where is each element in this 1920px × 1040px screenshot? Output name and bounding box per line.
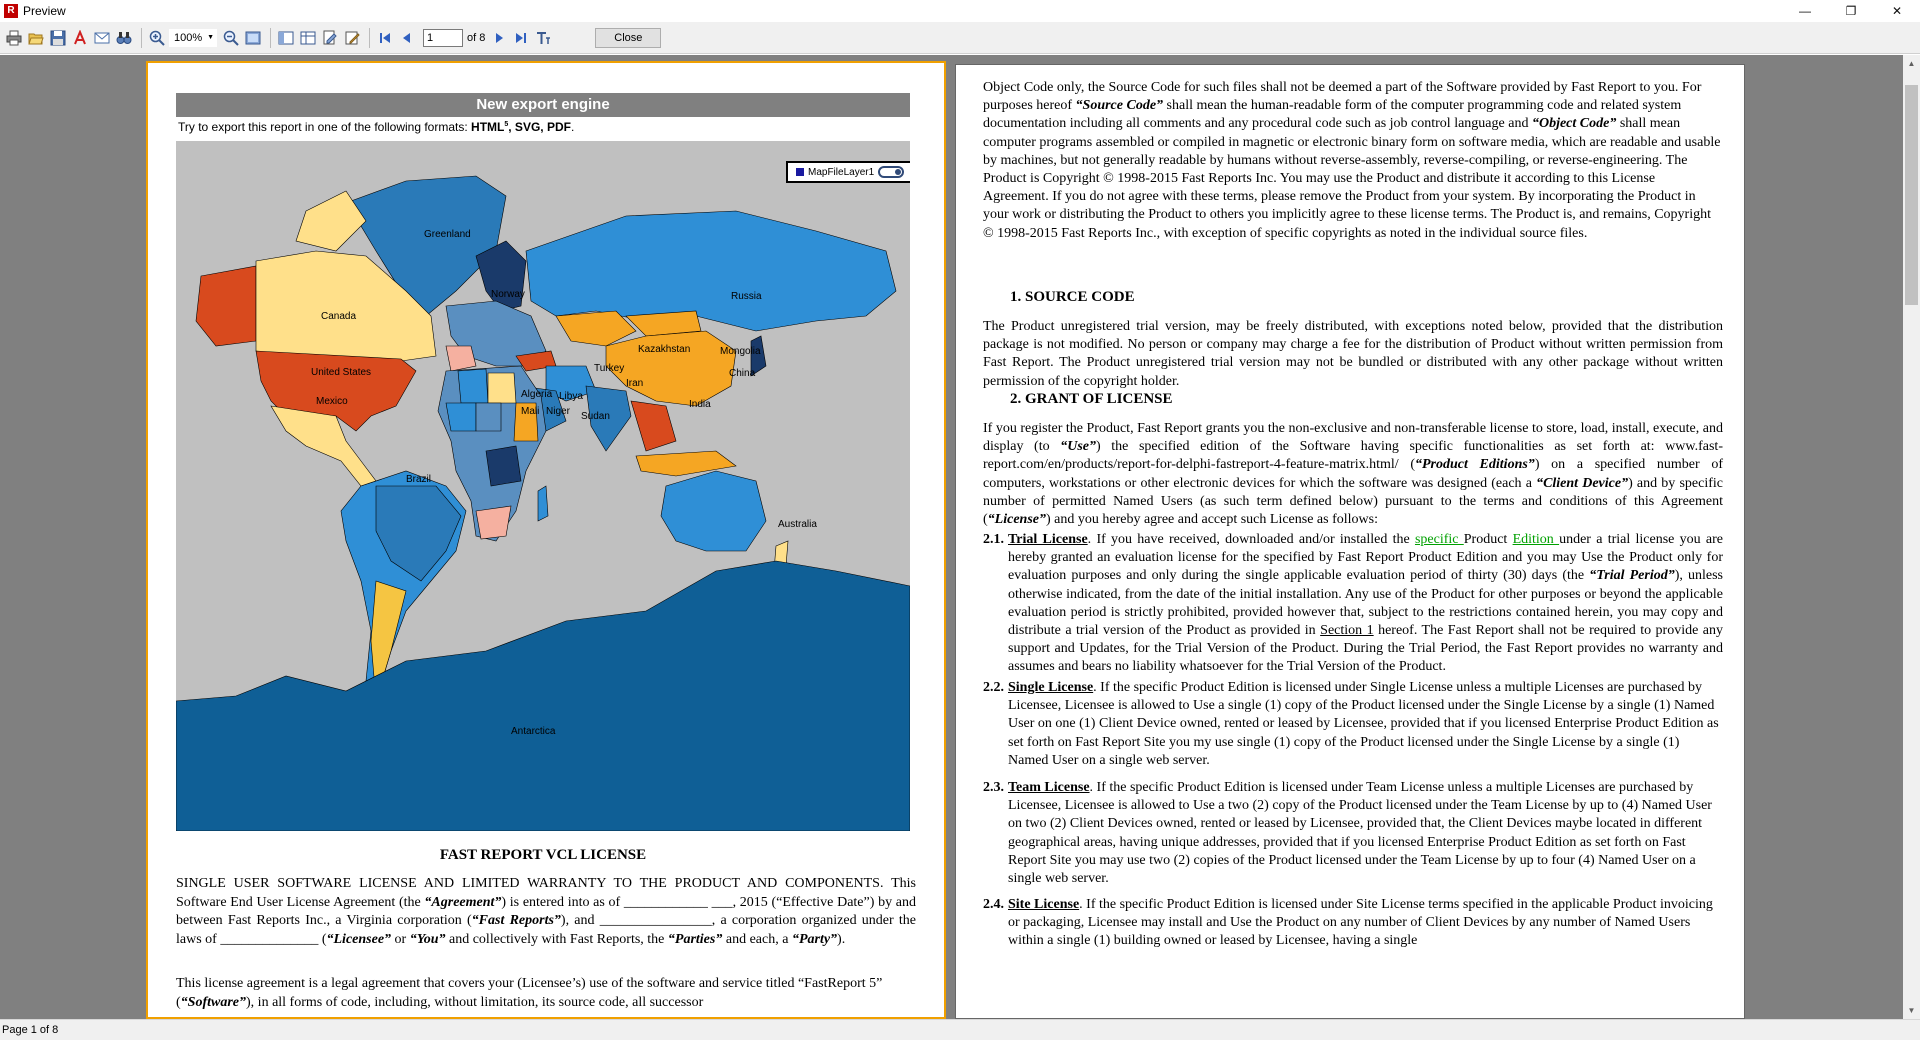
print-button[interactable] (4, 28, 23, 47)
license-title: FAST REPORT VCL LICENSE (439, 847, 647, 863)
export-pdf-button[interactable] (70, 28, 89, 47)
close-window-button[interactable]: ✕ (1891, 4, 1903, 18)
format-html: HTML (471, 120, 505, 134)
zoom-in-icon (149, 30, 165, 46)
map-label-norway: Norway (491, 289, 525, 300)
map-label-niger: Niger (546, 406, 570, 417)
grant-paragraph (983, 420, 1723, 529)
text-run: and collectively with Fast Reports, the (445, 931, 668, 947)
map-label-canada: Canada (321, 311, 357, 322)
preview-area[interactable] (0, 55, 1903, 1019)
page-count-label: of 8 (467, 31, 486, 44)
map-label-united-states: United States (311, 367, 372, 378)
map-label-iran: Iran (626, 378, 644, 389)
toolbar-separator (141, 28, 142, 48)
text-run: “Source Code” (1075, 98, 1164, 114)
zoom-in-button[interactable] (147, 28, 166, 47)
page-settings-icon (322, 30, 338, 46)
binoculars-icon (116, 30, 132, 46)
text-cursor-icon (535, 30, 551, 46)
report-page-2[interactable] (955, 64, 1745, 1019)
prev-page-icon (399, 30, 415, 46)
zoom-value: 100% (174, 31, 203, 44)
text-run: “Trial Period” (1589, 568, 1675, 584)
scroll-up-icon[interactable]: ▲ (1907, 59, 1916, 68)
map-label-kazakhstan: Kazakhstan (638, 344, 691, 355)
map-label-algeria: Algeria (521, 389, 553, 400)
map-region-australia (661, 471, 766, 551)
map-region-niger (476, 403, 501, 431)
find-button[interactable] (114, 28, 133, 47)
text-run: . If the specific Product Edition is licensed under Team License unless a multiple Licenses are purchased by Licensee, Licensee is allowed to Use a two (2) copy of the Product licensed under the Team License by up to (4) Named User on two (2) Client Devices owned, rented or leased by Licensee, provided that, the Client Devices maybe located in different geographical areas, having unique addresses, provided that if you licensed Enterprise Product Edition as set forth on Fast Report Site you may use two (2) copies of the Product licensed under the Team License by up to four (4) Named User on a single web server. (1008, 780, 1712, 887)
map-label-china: China (729, 368, 756, 379)
text-run: If you register the Product, Fast Report grants you the non-exclusive and non-transferable license to store, load, install, execute, and display (to (983, 421, 1723, 455)
folder-open-icon (28, 30, 44, 46)
minimize-button[interactable]: — (1799, 4, 1811, 18)
close-button[interactable]: Close (595, 28, 661, 48)
legend-swatch (796, 168, 804, 176)
maximize-button[interactable]: ❐ (1845, 4, 1857, 18)
text-run: and each, a (722, 931, 792, 947)
save-disk-icon (50, 30, 66, 46)
page-banner: New export engine (176, 93, 910, 117)
prev-page-button[interactable] (397, 28, 416, 47)
zoom-select[interactable] (169, 29, 217, 47)
text-run: This license agreement is a legal agreement that covers your (Licensee’s) use of the software and service titled “FastReport 5” ( (176, 976, 883, 1010)
last-page-icon (513, 30, 529, 46)
open-button[interactable] (26, 28, 45, 47)
scroll-down-icon[interactable]: ▼ (1907, 1006, 1916, 1015)
text-run: ), and ________________, a corporation organized under the laws of ______________ ( (176, 913, 917, 947)
first-page-button[interactable] (375, 28, 394, 47)
text-run: “Client Device” (1536, 475, 1629, 491)
window-title: Preview (23, 4, 66, 18)
printer-icon (6, 30, 22, 46)
email-button[interactable] (92, 28, 111, 47)
vertical-scrollbar[interactable] (1903, 55, 1920, 1019)
map-region-antarctica (176, 561, 910, 831)
link-edition[interactable]: Edition (1512, 532, 1560, 547)
section-reference: Section 1 (1320, 623, 1374, 639)
window-controls (1782, 0, 1920, 22)
text-run: SINGLE USER SOFTWARE LICENSE AND LIMITED WARRANTY TO THE PRODUCT AND COMPONENTS. This Software End User License Agreement (the (176, 876, 916, 910)
map-label-greenland: Greenland (424, 229, 471, 240)
map-label-india: India (689, 399, 711, 410)
thumbnails-button[interactable] (298, 28, 317, 47)
clause-number: 2.1. (983, 532, 1004, 547)
map-region-south-africa (476, 506, 511, 539)
edit-pencil-icon (344, 30, 360, 46)
text-run: Object Code only, the Source Code for such files shall not be deemed a part of the Software provided by Fast Report to you. For purposes hereof (983, 80, 1702, 114)
text-run: ). (837, 931, 846, 947)
license-paragraph-2 (176, 975, 916, 1012)
text-run: ) and by specific number of permitted Named Users (as such term defined below) pursuant to the terms and conditions of this Agreement ( (983, 475, 1723, 528)
source-code-paragraph: The Product unregistered trial version, may be freely distributed, with exceptions noted below, provided that the distribution package is not modified. No person or company may charge a fee for the distribution of Product without written permission from Fast Report. The Product unregistered trial version may not be bundled or distributed with any other package without written permission of the copyright holder. (983, 319, 1723, 389)
clause-site-license (983, 896, 1723, 951)
text-run: Product (1463, 532, 1513, 547)
map-label-antarctica: Antarctica (511, 726, 556, 737)
text-run: “Parties” (667, 931, 723, 947)
next-page-icon (491, 30, 507, 46)
chevron-down-icon: ▼ (207, 33, 214, 41)
text-run: shall mean computer programs assembled or compiled in magnetic or electronic binary form on software media, which are readable and usable by machines, but not generally readable by humans without reverse-assembly, reverse-compiling, or reverse-engineering. The Product is Copyright © 1998-2015 Fast Reports Inc. You may use the Product and distribute it according to this License Agreement. If you do not agree with these terms, please remove the Product from your system. By incorporating the Product in your work or distributing the Product to others you implicitly agree to these license terms. The Product is, and remains, Copyright © 1998-2015 Fast Reports Inc., with exception of specific copyrights as noted in the individual source files. (983, 116, 1721, 241)
map-label-sudan: Sudan (581, 411, 610, 422)
subtitle-end: . (570, 120, 575, 134)
clause-title: Single License (1008, 680, 1094, 695)
edit-page-button[interactable] (342, 28, 361, 47)
subtitle-prefix: Try to export this report in one of the following formats: (178, 120, 472, 134)
legend-label: MapFileLayer1 (808, 166, 875, 178)
text-run: or (391, 931, 410, 947)
page-number-input[interactable] (423, 29, 463, 47)
export-formats-text (178, 120, 574, 134)
map-legend[interactable] (786, 161, 910, 183)
text-run: “Use” (1060, 439, 1096, 455)
clause-title: Team License (1008, 780, 1090, 795)
status-bar (0, 1019, 1920, 1040)
page-settings-button[interactable] (320, 28, 339, 47)
map-region-alaska (196, 266, 256, 346)
thumbnails-icon (300, 30, 316, 46)
format-rest: , SVG, PDF (508, 120, 571, 134)
section-heading-source-code: 1. SOURCE CODE (1010, 289, 1135, 305)
text-run: ) the specified edition of the Software having specific functionalities as set forth at: www.fast-report.com/en/products/report-for-delphi-fastreport-4-feature-matrix.html/ ( (983, 439, 1723, 473)
toolbar-separator (270, 28, 271, 48)
map-label-mexico: Mexico (316, 396, 348, 407)
clause-team-license (983, 779, 1723, 888)
scrollbar-thumb[interactable] (1905, 85, 1918, 305)
text-run: “You” (409, 931, 446, 947)
outline-button[interactable] (276, 28, 295, 47)
clause-trial-license (983, 531, 1723, 677)
text-run: “Licensee” (326, 931, 392, 947)
report-page-1[interactable] (146, 61, 946, 1019)
map-region-southeast-asia (631, 401, 676, 451)
text-tool-button[interactable] (533, 28, 552, 47)
full-screen-icon (245, 30, 261, 46)
clause-title: Site License (1008, 897, 1080, 912)
clause-title: Trial License (1008, 532, 1088, 547)
text-run: “Software” (180, 994, 247, 1010)
text-run: ), unless otherwise indicated, from the date of the initial installation. Any use of the Product for other purposes or beyond the applicable evaluation period is strictly prohibited, provided however that, subject to the restrictions contained herein, you may copy and distribute a trial version of the Product as provided in (1008, 568, 1723, 639)
map-label-russia: Russia (731, 291, 762, 302)
clause-number: 2.2. (983, 680, 1004, 695)
text-run: “License” (987, 512, 1046, 528)
title-bar (0, 0, 1920, 22)
text-run: . If you have received, downloaded and/or installed the (1087, 532, 1415, 547)
world-map[interactable] (176, 141, 910, 831)
section-heading-grant: 2. GRANT OF LICENSE (1010, 391, 1173, 407)
text-run: ) and you hereby agree and accept such License as follows: (1046, 512, 1378, 528)
pdf-icon (72, 30, 88, 46)
toolbar-separator (369, 28, 370, 48)
next-page-button[interactable] (489, 28, 508, 47)
map-label-mali: Mali (521, 406, 540, 417)
zoom-out-button[interactable] (221, 28, 240, 47)
text-run: “Product Editions” (1415, 457, 1535, 473)
license-paragraph-1 (176, 875, 916, 949)
full-screen-button[interactable] (243, 28, 262, 47)
map-region-mali (446, 403, 476, 431)
last-page-button[interactable] (511, 28, 530, 47)
text-run: ) on a specified number of computers, workstations or other electronic devices for which the software was designed (each a (983, 457, 1723, 491)
map-label-australia: Australia (778, 519, 817, 530)
text-run: under a trial license you are hereby granted an evaluation license for the specified by Fast Report Product Edition and you may Use the Product only for evaluation purposes and only during the single applicable evaluation period of thirty (30) days (the (1008, 532, 1723, 584)
text-run: . If the specific Product Edition is licensed under Single License unless a multiple Licenses are purchased by Licensee, Licensee is allowed to Use a single (1) copy of the Product licensed under the Single License by a single (1) Named User on one (1) Client Device owned, rented or leased by Licensee, provided that if you licensed Enterprise Product Edition as set forth on Fast Report Site you my use single (1) copy of the Product licensed under the Single License by a single (1) Named User on a single web server. (1008, 680, 1719, 768)
text-run: . If the specific Product Edition is licensed under Site License terms specified in the applicable Product invoicing or packaging, Licensee may install and Use the Product on any number of Client Devices by any number of Named Users within a single (1) building owned or leased by Licensee, having a single (1008, 897, 1713, 949)
envelope-icon (94, 30, 110, 46)
app-icon: R (4, 4, 18, 18)
link-specific[interactable]: specific (1414, 532, 1464, 547)
text-run: ), in all forms of code, including, without limitation, its source code, all successor (246, 994, 704, 1010)
clause-number: 2.4. (983, 897, 1004, 912)
text-run: “Agreement” (424, 894, 502, 910)
text-run: “Party” (791, 931, 838, 947)
first-page-icon (377, 30, 393, 46)
map-region-russia (526, 211, 896, 331)
clause-number: 2.3. (983, 780, 1004, 795)
text-run: ) is entered into as of ____________ ___, 2015 (“Effective Date”) by and between Fast Reports Inc., a Virginia corporation ( (176, 894, 916, 928)
text-run: shall mean the human-readable form of the computer programming code and related system documentation including all comments and any procedural code such as job control language and (983, 98, 1682, 132)
text-run: “Fast Reports” (471, 913, 561, 928)
map-region-algeria (458, 369, 488, 403)
map-label-libya: Libya (559, 391, 583, 402)
map-label-turkey: Turkey (594, 363, 625, 374)
toolbar (0, 22, 1920, 54)
map-region-madagascar (538, 486, 548, 521)
text-run: hereof. The Fast Report shall not be required to provide any support and Updates, for the Trial Version of the Product. During the Trial Period, the Fast Report provides no warranty and assumes and bears no liability whatsoever for the Trial Version of the Product. (1008, 623, 1724, 675)
zoom-out-icon (223, 30, 239, 46)
map-region-libya (488, 373, 516, 403)
legend-toggle[interactable] (878, 166, 904, 178)
map-label-brazil: Brazil (406, 474, 432, 485)
status-page-text: Page 1 of 8 (2, 1024, 59, 1036)
map-label-mongolia: Mongolia (720, 346, 761, 357)
intro-paragraph (983, 79, 1723, 243)
clause-single-license (983, 679, 1723, 770)
map-region-iberia (446, 346, 476, 371)
format-html-sup: 5 (504, 121, 509, 128)
text-run: “Object Code” (1531, 116, 1617, 132)
map-region-drc (486, 446, 521, 486)
save-button[interactable] (48, 28, 67, 47)
outline-panel-icon (278, 30, 294, 46)
